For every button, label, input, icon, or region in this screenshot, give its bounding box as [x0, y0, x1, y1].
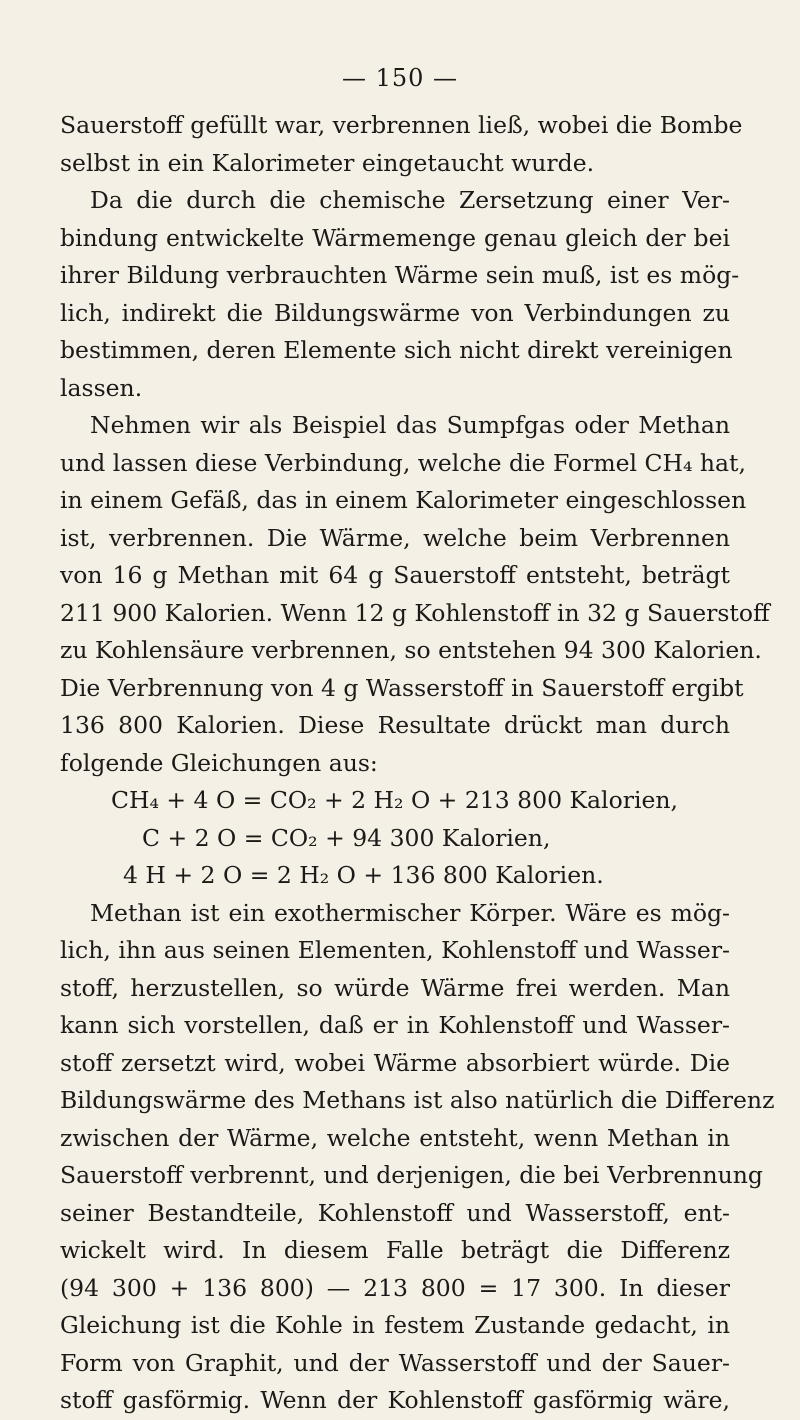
text-line: Die Verbrennung von 4 g Wasserstoff in Sauerstoff ergibt: [60, 673, 744, 702]
text-line: Sauerstoff verbrennt, und derjenigen, die bei Verbrennung: [60, 1161, 763, 1189]
text-line: Sauerstoff gefüllt war, verbrennen ließ, wobei die Bombe: [60, 111, 743, 139]
text-line: Gleichung ist die Kohle in festem Zustande gedacht, in: [60, 1311, 730, 1339]
text-line: stoff zersetzt wird, wobei Wärme absorbiert würde. Die: [60, 1048, 730, 1077]
text-line: Methan ist ein exothermischer Körper. Wäre es mög-: [90, 898, 730, 927]
text-line: zu Kohlensäure verbrennen, so entstehen 94 300 Kalorien.: [60, 636, 762, 664]
text-line: (94 300 + 136 800) — 213 800 = 17 300. In dieser: [60, 1273, 730, 1302]
text-line: ihrer Bildung verbrauchten Wärme sein muß, ist es mög-: [60, 261, 740, 289]
text-line: wickelt wird. In diesem Falle beträgt die Differenz: [60, 1236, 730, 1264]
text-line: Form von Graphit, und der Wasserstoff und der Sauer-: [60, 1348, 730, 1377]
text-line: bestimmen, deren Elemente sich nicht direkt vereinigen: [60, 336, 733, 364]
text-line: zwischen der Wärme, welche entsteht, wenn Methan in: [60, 1123, 730, 1152]
text-line: Da die durch die chemische Zersetzung einer Ver-: [90, 186, 730, 214]
equation-line: CH₄ + 4 O = CO₂ + 2 H₂ O + 213 800 Kalorien,: [111, 786, 678, 814]
text-line: lich, ihn aus seinen Elementen, Kohlenstoff und Wasser-: [60, 936, 730, 964]
text-line: 211 900 Kalorien. Wenn 12 g Kohlenstoff in 32 g Sauerstoff: [60, 598, 770, 627]
text-line: bindung entwickelte Wärmemenge genau gleich der bei: [60, 223, 730, 252]
text-line: kann sich vorstellen, daß er in Kohlenstoff und Wasser-: [60, 1011, 730, 1039]
text-line: stoff gasförmig. Wenn der Kohlenstoff gasförmig wäre,: [60, 1386, 730, 1414]
page-body: [60, 107, 775, 1420]
text-line: von 16 g Methan mit 64 g Sauerstoff entsteht, beträgt: [60, 561, 730, 589]
text-line: stoff, herzustellen, so würde Wärme frei werden. Man: [60, 973, 730, 1002]
text-line: folgende Gleichungen aus:: [60, 748, 378, 777]
equation-line: 4 H + 2 O = 2 H₂ O + 136 800 Kalorien.: [123, 861, 604, 889]
text-line: Bildungswärme des Methans ist also natürlich die Differenz: [60, 1086, 775, 1114]
text-line: lich, indirekt die Bildungswärme von Verbindungen zu: [60, 298, 730, 327]
text-line: lassen.: [60, 373, 143, 402]
equation-line: C + 2 O = CO₂ + 94 300 Kalorien,: [142, 823, 551, 852]
text-line: seiner Bestandteile, Kohlenstoff und Wasserstoff, ent-: [60, 1198, 730, 1227]
text-line: selbst in ein Kalorimeter eingetaucht wurde.: [60, 148, 595, 177]
text-line: und lassen diese Verbindung, welche die Formel CH₄ hat,: [60, 448, 746, 477]
text-line: Nehmen wir als Beispiel das Sumpfgas oder Methan: [90, 411, 730, 439]
page-number: — 150 —: [341, 64, 459, 92]
text-line: ist, verbrennen. Die Wärme, welche beim Verbrennen: [60, 523, 730, 552]
text-line: 136 800 Kalorien. Diese Resultate drückt man durch: [60, 711, 730, 739]
text-line: in einem Gefäß, das in einem Kalorimeter eingeschlossen: [60, 486, 747, 514]
